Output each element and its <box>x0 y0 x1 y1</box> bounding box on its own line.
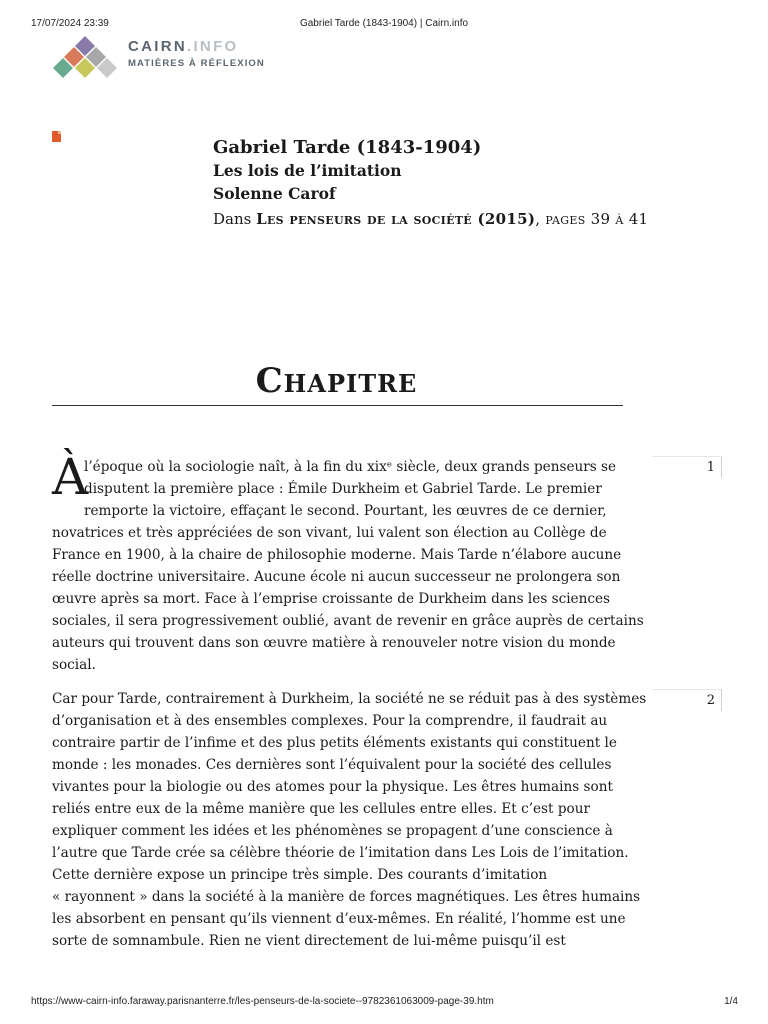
article-source <box>213 206 648 232</box>
logo-brand-suffix: .INFO <box>187 38 239 55</box>
cairn-logo[interactable] <box>52 34 282 78</box>
dropcap-letter: À <box>52 448 89 506</box>
paragraph-line: « rayonnent » dans la société à la manière de forces magnétiques. Les êtres humains <box>52 889 641 905</box>
document-icon[interactable] <box>52 131 61 142</box>
paragraph-number: 2 <box>652 689 722 711</box>
paragraph-line: l’époque où la sociologie naît, à la fin du xixᵉ siècle, deux grands penseurs se <box>84 459 617 475</box>
print-datetime: 17/07/2024 23:39 <box>31 18 109 29</box>
paragraph-line: social. <box>52 657 96 673</box>
paragraph-line: d’organisation et à des ensembles complexes. Pour la comprendre, il faudrait au <box>52 713 608 729</box>
article-title: Gabriel Tarde (1843-1904) <box>213 137 482 158</box>
paragraph-line: réelle doctrine universitaire. Aucune école ni aucun successeur ne prolongera son <box>52 569 621 585</box>
paragraph-line: expliquer comment les idées et les phénomènes se propagent d’une conscience à <box>52 823 613 839</box>
heading-divider <box>52 405 623 406</box>
paragraph-line: remporte la victoire, effaçant le second. Pourtant, les œuvres de ce dernier, <box>84 503 607 519</box>
source-prefix: Dans <box>213 210 252 228</box>
paragraph-line: vivantes pour la biologie ou des atomes pour la physique. Les êtres humains sont <box>52 779 613 795</box>
paragraph-line: reliés entre eux de la même manière que les cellules entre elles. Et c’est pour <box>52 801 590 817</box>
paragraph-line: œuvre après sa mort. Face à l’emprise croissante de Durkheim dans les sciences <box>52 591 610 607</box>
paragraph-line: l’autre que Tarde crée sa célèbre théorie de l’imitation dans Les Lois de l’imitation. <box>52 845 629 861</box>
paragraph-2 <box>52 688 647 952</box>
paragraph-line: monde : les monades. Ces dernières sont l’équivalent pour la société des cellules <box>52 757 612 773</box>
print-page-count: 1/4 <box>724 996 738 1007</box>
source-pages: , pages 39 à 41 <box>535 210 649 228</box>
logo-tagline: MATIÈRES À RÉFLEXION <box>128 58 265 69</box>
cairn-diamonds-icon <box>52 34 118 78</box>
logo-wordmark <box>128 38 239 55</box>
source-book-link[interactable]: Les penseurs de la société (2015) <box>256 210 536 228</box>
print-page-title: Gabriel Tarde (1843-1904) | Cairn.info <box>299 18 469 29</box>
paragraph-line: Cette dernière expose un principe très simple. Des courants d’imitation <box>52 867 548 883</box>
paragraph-line: auteurs qui trouvent dans son œuvre matière à renouveler notre vision du monde <box>52 635 616 651</box>
article-meta <box>213 136 648 232</box>
paragraph-line: contraire partir de l’infime et des plus petits éléments existants qui constituent le <box>52 735 617 751</box>
logo-brand: CAIRN <box>128 38 187 55</box>
print-url: https://www-cairn-info.faraway.parisnanterre.fr/les-penseurs-de-la-societe--9782361063009-page-39.htm <box>31 996 494 1007</box>
paragraph-line: Car pour Tarde, contrairement à Durkheim, la société ne se réduit pas à des systèmes <box>52 691 647 707</box>
paragraph-line: novatrices et très appréciées de son vivant, lui valent son élection au Collège de <box>52 525 607 541</box>
paragraph-line: sociales, il sera progressivement oublié, avant de revenir en grâce auprès de certains <box>52 613 644 629</box>
paragraph-1 <box>52 456 644 676</box>
paragraph-number: 1 <box>652 456 722 478</box>
paragraph-line: France en 1900, à la chaire de philosophie moderne. Mais Tarde n’élabore aucune <box>52 547 622 563</box>
paragraph-line: les absorbent en pensant qu’ils viennent d’eux-mêmes. En réalité, l’homme est une <box>52 911 626 927</box>
paragraph-line: disputent la première place : Émile Durkheim et Gabriel Tarde. Le premier <box>84 481 602 497</box>
paragraph-line: sorte de somnambule. Rien ne vient directement de lui-même puisqu’il est <box>52 933 566 949</box>
article-author[interactable]: Solenne Carof <box>213 184 336 203</box>
article-subtitle: Les lois de l’imitation <box>213 161 402 180</box>
chapter-heading: Chapitre <box>255 361 418 401</box>
